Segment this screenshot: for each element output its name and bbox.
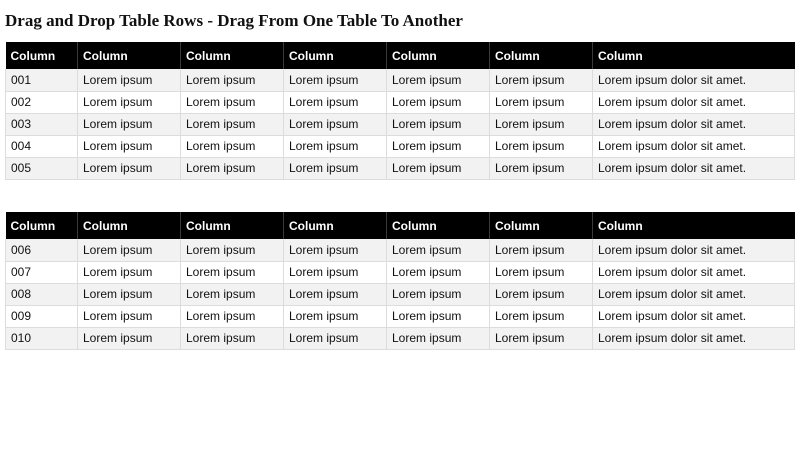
table-cell: Lorem ipsum bbox=[490, 305, 593, 327]
table-header-row bbox=[6, 212, 795, 239]
table-cell: Lorem ipsum bbox=[78, 261, 181, 283]
table-cell: Lorem ipsum bbox=[78, 135, 181, 157]
table-cell: Lorem ipsum dolor sit amet. bbox=[593, 239, 795, 261]
column-header: Column bbox=[284, 42, 387, 69]
table-cell: Lorem ipsum bbox=[387, 283, 490, 305]
table-cell: Lorem ipsum bbox=[490, 327, 593, 349]
table-cell: Lorem ipsum dolor sit amet. bbox=[593, 113, 795, 135]
table-cell: Lorem ipsum bbox=[78, 69, 181, 91]
table-row[interactable] bbox=[6, 113, 795, 135]
table-cell: Lorem ipsum bbox=[284, 283, 387, 305]
row-id-cell: 006 bbox=[6, 239, 78, 261]
table-cell: Lorem ipsum dolor sit amet. bbox=[593, 157, 795, 179]
table-cell: Lorem ipsum bbox=[181, 261, 284, 283]
table-row[interactable] bbox=[6, 239, 795, 261]
table-row[interactable] bbox=[6, 261, 795, 283]
table-cell: Lorem ipsum bbox=[387, 69, 490, 91]
table-row[interactable] bbox=[6, 135, 795, 157]
table-cell: Lorem ipsum bbox=[387, 327, 490, 349]
table-cell: Lorem ipsum bbox=[78, 283, 181, 305]
column-header: Column bbox=[181, 42, 284, 69]
row-id-cell: 001 bbox=[6, 69, 78, 91]
table-cell: Lorem ipsum bbox=[78, 157, 181, 179]
column-header: Column bbox=[387, 212, 490, 239]
table-row[interactable] bbox=[6, 327, 795, 349]
row-id-cell: 010 bbox=[6, 327, 78, 349]
table-row[interactable] bbox=[6, 305, 795, 327]
table-cell: Lorem ipsum bbox=[387, 91, 490, 113]
table-cell: Lorem ipsum bbox=[387, 239, 490, 261]
table-cell: Lorem ipsum bbox=[181, 283, 284, 305]
table-cell: Lorem ipsum bbox=[78, 91, 181, 113]
table-cell: Lorem ipsum bbox=[387, 113, 490, 135]
column-header: Column bbox=[78, 42, 181, 69]
table-cell: Lorem ipsum bbox=[181, 135, 284, 157]
table-cell: Lorem ipsum bbox=[490, 69, 593, 91]
table-cell: Lorem ipsum bbox=[490, 157, 593, 179]
table-header-row bbox=[6, 42, 795, 69]
table-cell: Lorem ipsum bbox=[78, 305, 181, 327]
table-body bbox=[6, 69, 795, 179]
column-header: Column bbox=[593, 212, 795, 239]
table-cell: Lorem ipsum dolor sit amet. bbox=[593, 261, 795, 283]
page-title: Drag and Drop Table Rows - Drag From One Table To Another bbox=[5, 11, 463, 30]
table-cell: Lorem ipsum dolor sit amet. bbox=[593, 135, 795, 157]
table-cell: Lorem ipsum bbox=[490, 91, 593, 113]
row-id-cell: 008 bbox=[6, 283, 78, 305]
table-cell: Lorem ipsum bbox=[284, 239, 387, 261]
column-header: Column bbox=[490, 212, 593, 239]
table-cell: Lorem ipsum bbox=[78, 113, 181, 135]
row-id-cell: 002 bbox=[6, 91, 78, 113]
table-row[interactable] bbox=[6, 283, 795, 305]
row-id-cell: 009 bbox=[6, 305, 78, 327]
table-row[interactable] bbox=[6, 69, 795, 91]
table-row[interactable] bbox=[6, 91, 795, 113]
drag-table-1 bbox=[5, 42, 795, 180]
table-cell: Lorem ipsum bbox=[181, 113, 284, 135]
column-header: Column bbox=[490, 42, 593, 69]
table-cell: Lorem ipsum bbox=[284, 91, 387, 113]
column-header: Column bbox=[284, 212, 387, 239]
column-header: Column bbox=[6, 212, 78, 239]
table-cell: Lorem ipsum bbox=[284, 135, 387, 157]
table-cell: Lorem ipsum bbox=[490, 113, 593, 135]
column-header: Column bbox=[181, 212, 284, 239]
table-cell: Lorem ipsum bbox=[490, 261, 593, 283]
table-cell: Lorem ipsum bbox=[181, 327, 284, 349]
table-row[interactable] bbox=[6, 157, 795, 179]
table-body bbox=[6, 239, 795, 349]
row-id-cell: 007 bbox=[6, 261, 78, 283]
table-cell: Lorem ipsum bbox=[284, 305, 387, 327]
table-cell: Lorem ipsum bbox=[78, 327, 181, 349]
column-header: Column bbox=[593, 42, 795, 69]
table-cell: Lorem ipsum bbox=[181, 305, 284, 327]
table-cell: Lorem ipsum bbox=[387, 157, 490, 179]
table-cell: Lorem ipsum bbox=[284, 157, 387, 179]
table-cell: Lorem ipsum bbox=[490, 239, 593, 261]
drag-table-2 bbox=[5, 212, 795, 350]
table-cell: Lorem ipsum bbox=[490, 135, 593, 157]
table-cell: Lorem ipsum bbox=[181, 91, 284, 113]
table-cell: Lorem ipsum bbox=[78, 239, 181, 261]
table-cell: Lorem ipsum bbox=[387, 135, 490, 157]
table-cell: Lorem ipsum bbox=[181, 157, 284, 179]
column-header: Column bbox=[6, 42, 78, 69]
table-cell: Lorem ipsum dolor sit amet. bbox=[593, 327, 795, 349]
table-cell: Lorem ipsum bbox=[284, 69, 387, 91]
table-cell: Lorem ipsum dolor sit amet. bbox=[593, 305, 795, 327]
column-header: Column bbox=[387, 42, 490, 69]
table-cell: Lorem ipsum dolor sit amet. bbox=[593, 91, 795, 113]
table-cell: Lorem ipsum bbox=[490, 283, 593, 305]
table-cell: Lorem ipsum bbox=[387, 261, 490, 283]
row-id-cell: 004 bbox=[6, 135, 78, 157]
table-cell: Lorem ipsum bbox=[284, 327, 387, 349]
table-cell: Lorem ipsum dolor sit amet. bbox=[593, 283, 795, 305]
row-id-cell: 003 bbox=[6, 113, 78, 135]
table-cell: Lorem ipsum dolor sit amet. bbox=[593, 69, 795, 91]
column-header: Column bbox=[78, 212, 181, 239]
table-cell: Lorem ipsum bbox=[181, 239, 284, 261]
row-id-cell: 005 bbox=[6, 157, 78, 179]
table-cell: Lorem ipsum bbox=[284, 113, 387, 135]
table-cell: Lorem ipsum bbox=[284, 261, 387, 283]
table-cell: Lorem ipsum bbox=[387, 305, 490, 327]
table-cell: Lorem ipsum bbox=[181, 69, 284, 91]
